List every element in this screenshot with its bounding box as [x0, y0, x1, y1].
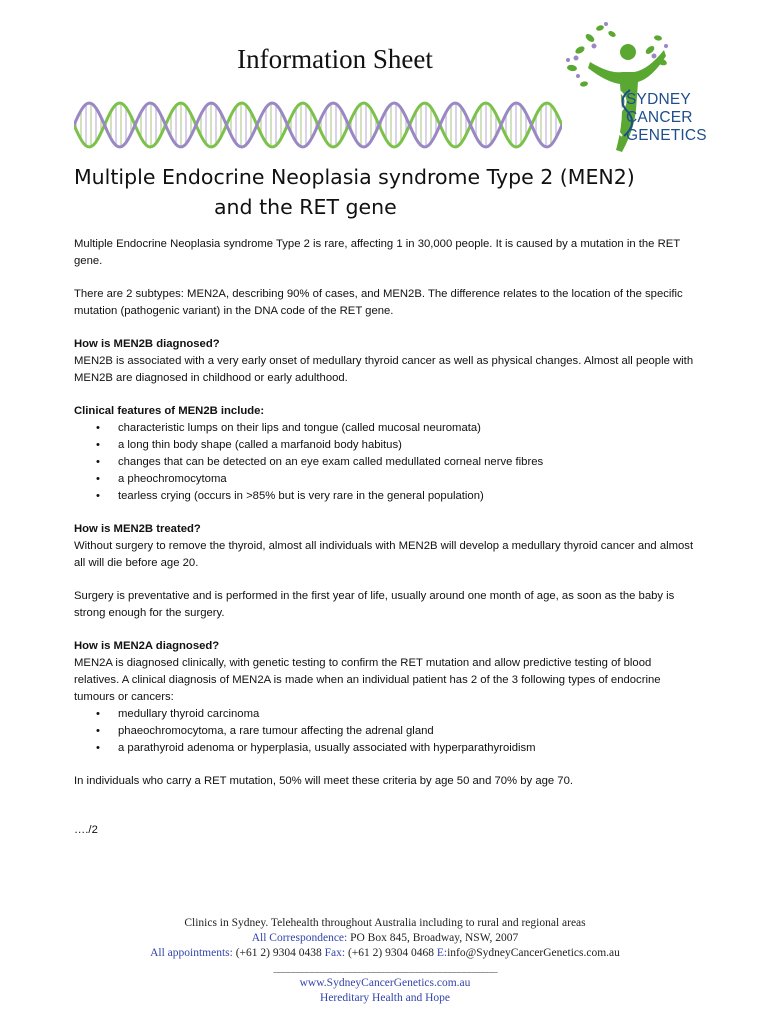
- dna-strand: [74, 103, 562, 147]
- list-item: • phaeochromocytoma, a rare tumour affecting the adrenal gland: [74, 723, 696, 740]
- page-footer: [0, 916, 770, 1006]
- list-item: • changes that can be detected on an eye exam called medullated corneal nerve fibres: [74, 454, 696, 471]
- men2b-diagnosed-text: MEN2B is associated with a very early onset of medullary thyroid cancer as well as physical changes. Almost all people with MEN2B are diagnosed in childhood or early adulthood.: [74, 355, 694, 384]
- footer-correspondence-value: PO Box 845, Broadway, NSW, 2007: [347, 932, 519, 944]
- logo-line-2: CANCER: [626, 109, 693, 126]
- footer-fax-label: Fax:: [324, 947, 346, 959]
- footer-email-label: E:: [436, 947, 448, 959]
- heading-line-1: Multiple Endocrine Neoplasia syndrome Type 2 (MEN2): [74, 165, 635, 189]
- footer-website-link[interactable]: www.SydneyCancerGenetics.com.au: [299, 977, 471, 989]
- heading-line-2: and the RET gene: [214, 195, 397, 219]
- dna-helix-banner: [74, 96, 562, 154]
- men2a-diagnosed-text: MEN2A is diagnosed clinically, with genetic testing to confirm the RET mutation and allow predictive testing of blood relatives. A clinical diagnosis of MEN2A is made when an individual patient has 2 of the 3 following types of endocrine tumours or cancers:: [74, 657, 661, 703]
- list-item: • a long thin body shape (called a marfanoid body habitus): [74, 437, 696, 454]
- intro-paragraph-1: Multiple Endocrine Neoplasia syndrome Type 2 is rare, affecting 1 in 30,000 people. It is caused by a mutation in the RET gene.: [74, 238, 680, 267]
- footer-tagline: Hereditary Health and Hope: [320, 992, 450, 1004]
- footer-appointments-line: [0, 946, 770, 961]
- intro-paragraph-2: There are 2 subtypes: MEN2A, describing 90% of cases, and MEN2B. The difference relates to the location of the specific mutation (pathogenic variant) in the DNA code of the RET gene.: [74, 288, 683, 317]
- men2a-diagnosed-heading: How is MEN2A diagnosed?: [74, 640, 220, 652]
- men2b-treated-heading: How is MEN2B treated?: [74, 523, 201, 535]
- footer-correspondence-line: [0, 931, 770, 946]
- men2b-features-list: [74, 420, 696, 505]
- footer-appointments-value: (+61 2) 9304 0438: [232, 947, 325, 959]
- men2b-treated-text-1: Without surgery to remove the thyroid, almost all individuals with MEN2B will develop a medullary thyroid cancer and almost all will die before age 20.: [74, 540, 694, 569]
- men2b-features-heading: Clinical features of MEN2B include:: [74, 405, 265, 417]
- list-item: • medullary thyroid carcinoma: [74, 706, 696, 723]
- list-item: • tearless crying (occurs in >85% but is very rare in the general population): [74, 488, 696, 505]
- footer-fax-value: (+61 2) 9304 0468: [345, 947, 437, 959]
- logo-line-1: SYDNEY: [626, 91, 691, 108]
- document-heading: [74, 162, 654, 222]
- list-item: • a pheochromocytoma: [74, 471, 696, 488]
- document-body: [74, 236, 696, 839]
- logo-wordmark: [626, 91, 707, 145]
- footer-correspondence-label: All Correspondence:: [251, 932, 348, 944]
- men2b-diagnosed-heading: How is MEN2B diagnosed?: [74, 338, 220, 350]
- men2a-criteria-list: [74, 706, 696, 757]
- footer-email-value[interactable]: info@SydneyCancerGenetics.com.au: [447, 947, 620, 959]
- men2a-criteria-age-text: In individuals who carry a RET mutation, 50% will meet these criteria by age 50 and 70% by age 70.: [74, 775, 574, 787]
- list-item: • a parathyroid adenoma or hyperplasia, usually associated with hyperparathyroidism: [74, 740, 696, 757]
- logo-line-3: GENETICS: [626, 127, 707, 144]
- footer-appointments-label: All appointments:: [150, 947, 233, 959]
- page-title: Information Sheet: [237, 44, 433, 74]
- page-continuation-marker: …./2: [74, 824, 98, 836]
- footer-clinics-line: Clinics in Sydney. Telehealth throughout Australia including to rural and regional areas: [184, 917, 586, 929]
- footer-divider: _______________________________________________: [273, 962, 497, 974]
- men2b-treated-text-2: Surgery is preventative and is performed in the first year of life, usually around one month of age, as soon as the baby is strong enough for the surgery.: [74, 590, 675, 619]
- list-item: • characteristic lumps on their lips and tongue (called mucosal neuromata): [74, 420, 696, 437]
